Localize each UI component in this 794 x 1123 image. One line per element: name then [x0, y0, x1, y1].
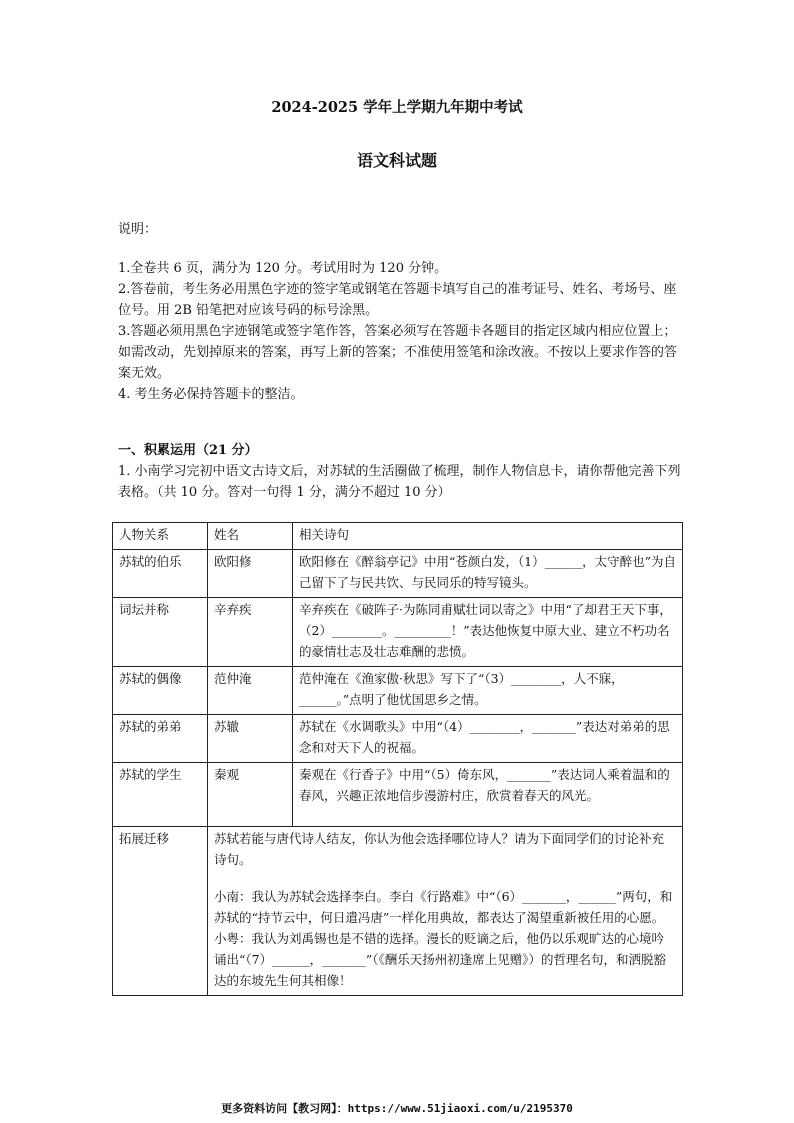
- cell-name: 秦观: [208, 763, 293, 827]
- table-row: [113, 715, 683, 763]
- instruction-item: 3.答题必须用黑色字迹钢笔或签字笔作答，答案必须写在答题卡各题目的指定区域内相应位置上；如需改动，先划掉原来的答案，再写上新的答案；不准使用签笔和涂改液。不按以上要求作答的答案无效。: [118, 324, 678, 381]
- table-row: [113, 550, 683, 598]
- table-header-row: [113, 523, 683, 550]
- footer: [0, 1100, 794, 1116]
- section-heading: 一、积累运用（21 分）: [118, 443, 258, 458]
- cell-extension: [208, 827, 683, 996]
- cell-name: 范仲淹: [208, 667, 293, 715]
- cell-poem: 欧阳修在《醉翁亭记》中用“苍颜白发，（1）______，太守醉也”为自己留下了与民共饮、与民同乐的特写镜头。: [293, 550, 683, 598]
- cell-name: 辛弃疾: [208, 598, 293, 667]
- instruction-item: 4. 考生务必保持答题卡的整洁。: [118, 387, 304, 402]
- cell-relation: 苏轼的学生: [113, 763, 208, 827]
- cell-poem: 范仲淹在《渔家傲·秋思》写下了“（3）________，人不寐，______。”点明了他忧国思乡之情。: [293, 667, 683, 715]
- cell-relation: 苏轼的伯乐: [113, 550, 208, 598]
- header-poem: 相关诗句: [293, 523, 683, 550]
- instructions-heading: 说明：: [118, 222, 158, 237]
- cell-poem-text: 秦观在《行香子》中用“（5）倚东风，_______”表达词人乘着温和的春风，兴趣正浓地信步漫游村庄，欣赏着春天的风光。: [299, 767, 670, 803]
- table-row: [113, 598, 683, 667]
- cell-poem: 苏轼在《水调歌头》中用“（4）________，_______”表达对弟弟的思念和对天下人的祝福。: [293, 715, 683, 763]
- section-1: [118, 440, 683, 503]
- header-name: 姓名: [208, 523, 293, 550]
- cell-name: 欧阳修: [208, 550, 293, 598]
- instructions: [118, 219, 678, 405]
- exam-title: 2024-2025 学年上学期九年期中考试: [271, 99, 523, 116]
- table-row: [113, 763, 683, 827]
- extension-intro: 苏轼若能与唐代诗人结友，你认为他会选择哪位诗人？请为下面同学们的讨论补充诗句。: [214, 831, 665, 867]
- cell-name: 苏辙: [208, 715, 293, 763]
- header-relation: 人物关系: [113, 523, 208, 550]
- person-info-table: [112, 522, 683, 996]
- cell-relation: 词坛并称: [113, 598, 208, 667]
- footer-prefix: 更多资料访问【教习网】：: [221, 1102, 348, 1115]
- cell-relation: 苏轼的偶像: [113, 667, 208, 715]
- cell-poem: [293, 763, 683, 827]
- extension-student-2: 小粤：我认为刘禹锡也是不错的选择。漫长的贬谪之后，他仍以乐观旷达的心境吟诵出“（7）______，_______”（《酬乐天扬州初逢席上见赠》）的哲理名句，和洒脱豁达的东坡先生何其相像！: [214, 931, 666, 988]
- table-row: [113, 667, 683, 715]
- subject-title: 语文科试题: [356, 151, 437, 170]
- instruction-item: 1.全卷共 6 页，满分为 120 分。考试用时为 120 分钟。: [118, 261, 448, 276]
- cell-poem: 辛弃疾在《破阵子·为陈同甫赋壮词以寄之》中用“了却君王天下事，（2）________。_________！”表达他恢复中原大业、建立不朽功名的豪情壮志及壮志难酬的悲愤。: [293, 598, 683, 667]
- cell-extension-label: 拓展迁移: [113, 827, 208, 996]
- table-row-extension: [113, 827, 683, 996]
- instruction-item: 2.答卷前，考生务必用黑色字迹的签字笔或钢笔在答题卡填写自己的准考证号、姓名、考场号、座位号。用 2B 铅笔把对应该号码的标号涂黑。: [118, 282, 677, 318]
- extension-student-1: 小南：我认为苏轼会选择李白。李白《行路难》中“（6）_______，______”两句，和苏轼的“持节云中，何日遣冯唐”一样化用典故，都表达了渴望重新被任用的心愿。: [214, 889, 673, 925]
- footer-link[interactable]: https://www.51jiaoxi.com/u/2195370: [347, 1102, 573, 1115]
- question-1: 1. 小南学习完初中语文古诗文后，对苏轼的生活圈做了梳理，制作人物信息卡，请你帮他完善下列表格。（共 10 分。答对一句得 1 分，满分不超过 10 分）: [118, 464, 681, 500]
- cell-relation: 苏轼的弟弟: [113, 715, 208, 763]
